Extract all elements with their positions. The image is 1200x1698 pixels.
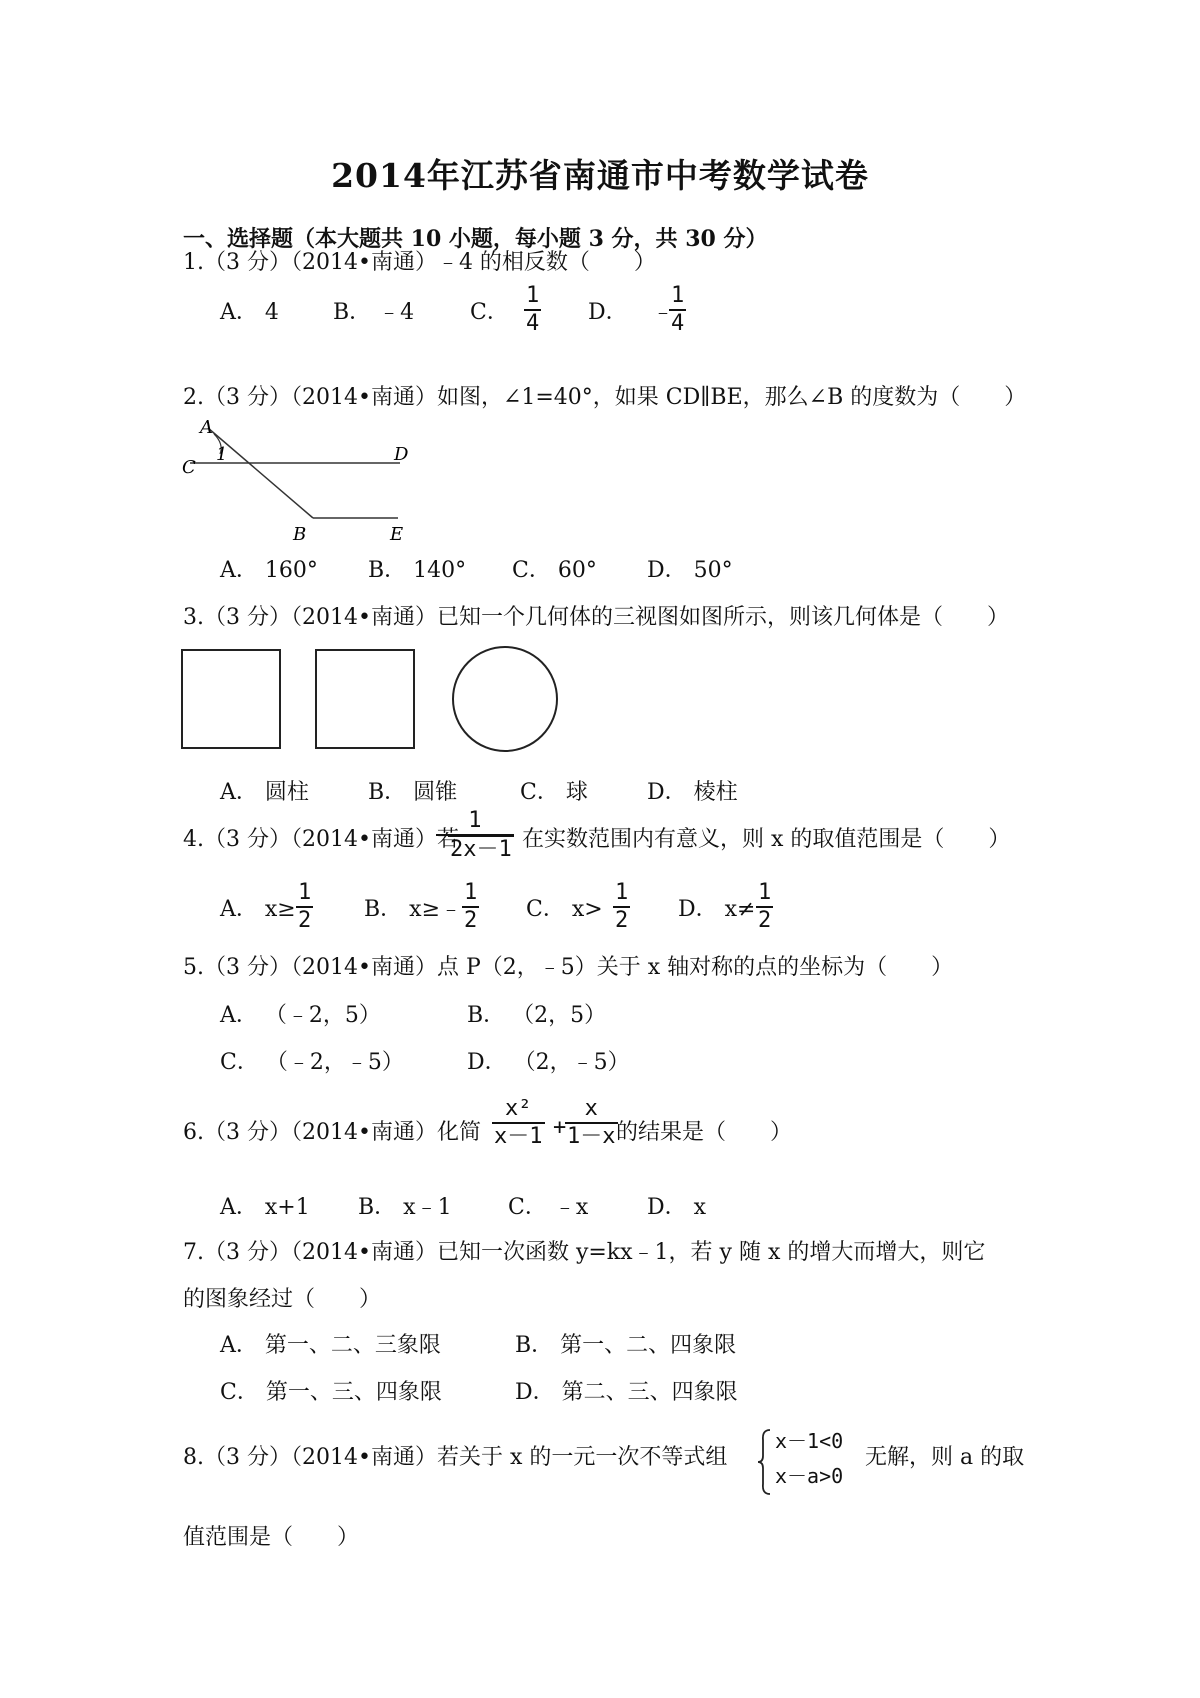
q6-fraction-2: $\frac{x}{1-x}$ [567, 1096, 616, 1149]
q1-option-c: C． [470, 300, 509, 325]
q3-option-b: B． 圆锥 [368, 780, 458, 805]
q1-option-d: D． [588, 300, 628, 325]
q8-inequality-1: x－1<0 [775, 1429, 844, 1453]
q4-d-fraction: $\frac{1}{2}$ [758, 880, 772, 933]
q5-option-d: D． （2，﹣5） [467, 1050, 630, 1075]
question-5-stem: 5.（3 分）（2014•南通）点 P（2，﹣5）关于 x 轴对称的点的坐标为（ ） [183, 955, 954, 980]
label-angle-1: 1 [216, 444, 228, 465]
top-view-circle [453, 647, 557, 751]
q4-option-a: A． x≥ [220, 897, 296, 922]
q5-option-b: B． （2，5） [467, 1003, 607, 1028]
q8-inequality-2: x－a>0 [775, 1464, 844, 1488]
side-view-square [316, 650, 414, 748]
q5-option-c: C． （﹣2，﹣5） [220, 1050, 404, 1075]
question-7-stem-line1: 7.（3 分）（2014•南通）已知一次函数 y=kx﹣1，若 y 随 x 的增大而增大，则它 [183, 1240, 986, 1265]
label-e: E [390, 524, 404, 540]
q1-d-fraction: $\frac{1}{4}$ [671, 283, 685, 336]
q1-option-b: B． ﹣4 [333, 300, 415, 325]
label-d: D [394, 444, 409, 465]
front-view-square [182, 650, 280, 748]
q6-plus-sign: + [553, 1115, 567, 1140]
q4-option-c: C． x> [526, 897, 603, 922]
q6-option-d: D． x [647, 1195, 707, 1220]
q4-radical-fraction: $\frac{1}{2x-1}$ [436, 808, 514, 863]
question-6-stem-pre: 6.（3 分）（2014•南通）化简 [183, 1120, 481, 1145]
q3-option-a: A． 圆柱 [220, 780, 309, 805]
question-4-stem-pre: 4.（3 分）（2014•南通）若 [183, 827, 459, 852]
q6-option-c: C． ﹣x [508, 1195, 589, 1220]
q4-a-fraction: $\frac{1}{2}$ [298, 880, 312, 933]
q2-option-c: C． 60° [512, 558, 597, 583]
q4-c-fraction: $\frac{1}{2}$ [615, 880, 629, 933]
question-7-stem-line2: 的图象经过（ ） [183, 1287, 382, 1312]
q4-option-d: D． x≠ [678, 897, 756, 922]
q7-option-a: A． 第一、二、三象限 [220, 1333, 441, 1358]
q7-option-b: B． 第一、二、四象限 [515, 1333, 737, 1358]
q3-option-c: C． 球 [520, 780, 588, 805]
q2-option-d: D． 50° [647, 558, 733, 583]
question-8-stem-pre: 8.（3 分）（2014•南通）若关于 x 的一元一次不等式组 [183, 1445, 728, 1470]
page-title: 2014年江苏省南通市中考数学试卷 [331, 156, 869, 195]
question-4-stem-post: 在实数范围内有意义，则 x 的取值范围是（ ） [522, 827, 1011, 852]
q5-option-a: A． （﹣2，5） [220, 1003, 381, 1028]
q3-option-d: D． 棱柱 [647, 780, 738, 805]
q4-option-b: B． x≥﹣ [364, 897, 463, 922]
question-2-stem: 2.（3 分）（2014•南通）如图，∠1=40°，如果 CD∥BE，那么∠B 的度数为（ ） [183, 385, 1027, 410]
q1-option-a: A． 4 [220, 300, 279, 325]
q6-fraction-1: $\frac{\text{x²}}{x-1}$ [494, 1096, 543, 1149]
q7-option-c: C． 第一、三、四象限 [220, 1380, 442, 1405]
q6-option-a: A． x+1 [220, 1195, 310, 1220]
parallel-lines-figure [180, 418, 420, 540]
three-views-figure [180, 645, 570, 755]
q1-c-fraction: $\frac{1}{4}$ [526, 283, 540, 336]
question-6-stem-post: 的结果是（ ） [616, 1120, 793, 1145]
question-8-stem-line2: 值范围是（ ） [183, 1525, 360, 1550]
section-heading: 一、选择题（本大题共 10 小题，每小题 3 分，共 30 分） [183, 226, 768, 252]
q2-option-b: B． 140° [368, 558, 467, 583]
q1-d-sign: ﹣ [652, 300, 675, 325]
q7-option-d: D． 第二、三、四象限 [515, 1380, 738, 1405]
q6-option-b: B． x﹣1 [358, 1195, 452, 1220]
question-8-stem-post: 无解，则 a 的取 [865, 1445, 1025, 1470]
question-1-stem: 1.（3 分）（2014•南通）﹣4 的相反数（ ） [183, 250, 656, 275]
system-brace [757, 1428, 773, 1496]
question-3-stem: 3.（3 分）（2014•南通）已知一个几何体的三视图如图所示，则该几何体是（ ） [183, 605, 1009, 630]
label-a: A [200, 418, 213, 438]
label-c: C [182, 457, 196, 478]
label-b: B [293, 524, 307, 540]
q2-option-a: A． 160° [220, 558, 318, 583]
q4-b-fraction: $\frac{1}{2}$ [464, 880, 478, 933]
